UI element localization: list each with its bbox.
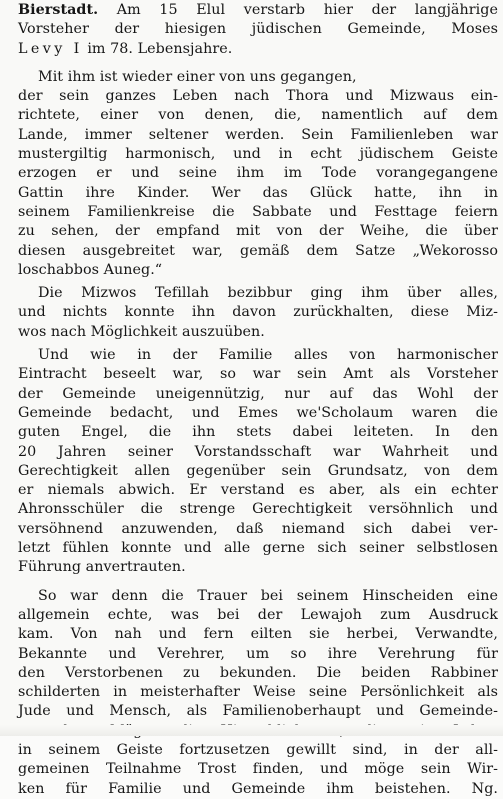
text-line: letzt fühlen konnte und alle gerne sich seiner selbstlosen bbox=[18, 540, 498, 557]
text-line: Gattin ihre Kinder. Wer das Glück hatte, ihn in bbox=[18, 184, 498, 201]
text-line: loschabbos Auneg.“ bbox=[18, 261, 163, 278]
text-line: diesen ausgebreitet war, gemäß dem Satze „Wekorosso bbox=[18, 242, 498, 259]
text-line: Gemeinde bedacht, und Emes we'Scholaum waren die bbox=[18, 404, 498, 421]
paragraph-mourning bbox=[18, 587, 498, 799]
text-line: Führung anvertrauten. bbox=[18, 559, 186, 576]
text-line: Und wie in der Familie alles von harmonischer bbox=[38, 347, 498, 364]
page-edge bbox=[0, 725, 503, 736]
text-line: erzogen er und seine ihm im Tode vorangegangene bbox=[18, 165, 498, 182]
paragraph-family-life bbox=[18, 68, 498, 280]
text-line: er niemals abwich. Er verstand es aber, als ein echter bbox=[18, 482, 498, 499]
text-line: gemeinen Teilnahme Trost finden, und möge sein Wir- bbox=[18, 761, 498, 778]
text-line: wos nach Möglichkeit auszuüben. bbox=[18, 323, 265, 340]
author-signature: Ng. bbox=[471, 780, 498, 797]
paragraph-community-office bbox=[18, 346, 498, 578]
text-line: Vorsteher der hiesigen jüdischen Gemeinde, Moses bbox=[18, 21, 498, 38]
text-line: Eintracht beseelt war, so war sein Amt als Vorsteher bbox=[18, 366, 498, 383]
text-line: versöhnend anzuwenden, daß niemand sich dabei ver- bbox=[18, 520, 498, 537]
text-line: Ahronsschüler die strenge Gerechtigkeit versöhnlich und bbox=[18, 501, 498, 518]
text-line: in seinem Geiste fortzusetzen gewillt sind, in der all- bbox=[18, 741, 498, 758]
text-line: richtete, einer von denen, die, namentlich auf dem bbox=[18, 107, 498, 124]
text-line: mustergiltig harmonisch, und in echt jüdischem Geiste bbox=[18, 146, 498, 163]
text-line: der sein ganzes Leben nach Thora und Mizwaus ein- bbox=[18, 88, 498, 105]
text-line bbox=[18, 40, 498, 59]
text-span: ken für Familie und Gemeinde ihm beistehen. bbox=[18, 780, 451, 797]
deceased-name: Levy I bbox=[18, 40, 83, 57]
text-line: Mit ihm ist wieder einer von uns gegangen, bbox=[38, 68, 357, 85]
text-line: Gerechtigkeit allen gegenüber sein Grundsatz, von dem bbox=[18, 462, 498, 479]
text-line bbox=[18, 780, 498, 799]
text-line: Jude und Mensch, als Familienoberhaupt und Gemeinde- bbox=[18, 703, 498, 720]
text-line: Die Mizwos Tefillah bezibbur ging ihm über alles, bbox=[38, 285, 498, 302]
paragraph-prayer bbox=[18, 284, 498, 342]
text-line: den Verstorbenen zu bekunden. Die beiden Rabbiner bbox=[18, 664, 498, 681]
text-line: allgemein echte, was bei der Lewajoh zum Ausdruck bbox=[18, 606, 498, 623]
obituary-article bbox=[18, 1, 498, 799]
text-line: und nichts konnte ihn davon zurückhalten, diese Miz- bbox=[18, 304, 498, 321]
text-line: schilderten in meisterhafter Weise seine Persönlichkeit als bbox=[18, 684, 498, 701]
text-line: 20 Jahren seiner Vorstandsschaft war Wahrheit und bbox=[18, 443, 498, 460]
text-line bbox=[18, 1, 498, 20]
text-line: So war denn die Trauer bei seinem Hinscheiden eine bbox=[38, 587, 498, 604]
text-line: der Gemeinde uneigennützig, nur auf das Wohl der bbox=[18, 385, 498, 402]
paragraph-announcement bbox=[18, 1, 498, 59]
text-line: kam. Von nah und fern eilten sie herbei, Verwandte, bbox=[18, 626, 498, 643]
text-line: Lande, immer seltener werden. Sein Familienleben war bbox=[18, 126, 498, 143]
text-line: seinem Familienkreise die Sabbate und Festtage feiern bbox=[18, 203, 498, 220]
dateline: Bierstadt. bbox=[18, 2, 99, 18]
text-line: zu sehen, der empfand mit von der Weihe, die über bbox=[18, 223, 498, 240]
text-span: Am 15 Elul verstarb hier der langjährige bbox=[116, 2, 498, 18]
text-span: im 78. Lebensjahre. bbox=[87, 40, 233, 57]
text-line: Bekannte und Verehrer, um so ihre Verehrung für bbox=[18, 645, 498, 662]
text-line: guten Engel, die ihn stets dabei leiteten. In den bbox=[18, 424, 498, 441]
